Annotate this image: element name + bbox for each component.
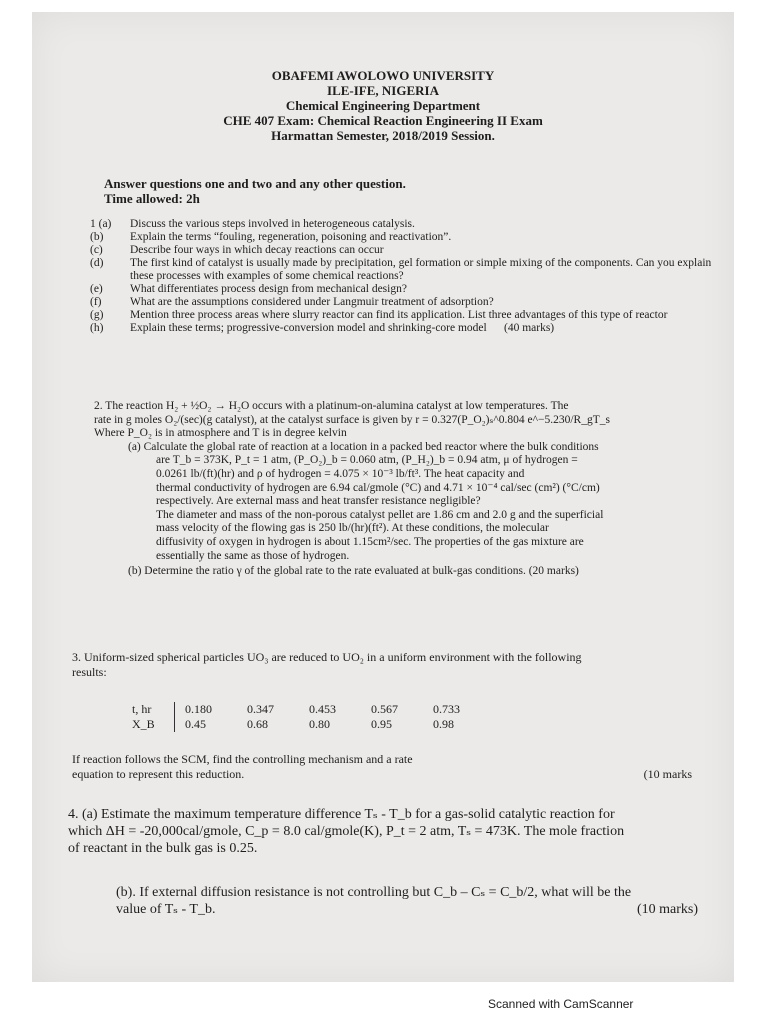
- q1-item: [90, 296, 720, 309]
- table-row: [132, 702, 495, 717]
- q2a-line: respectively. Are external mass and heat transfer resistance negligible?: [156, 495, 481, 508]
- q1-item-text: Explain the terms “fouling, regeneration, poisoning and reactivation”.: [130, 231, 452, 243]
- q3-data-table: [132, 702, 495, 732]
- table-cell: 0.347: [247, 702, 274, 716]
- q2a-line: thermal conductivity of hydrogen are 6.94 cal/gmole (°C) and 4.71 × 10⁻⁴ cal/sec (cm²) (°C/cm): [156, 481, 600, 494]
- q1-item-label: (d): [90, 257, 104, 269]
- q1-item-text: Discuss the various steps involved in heterogeneous catalysis.: [130, 218, 415, 230]
- q2a-line: are T_b = 373K, P_t = 1 atm, (P_O₂)_b = 0.060 atm, (P_H₂)_b = 0.94 atm, μ of hydrogen =: [156, 454, 578, 467]
- question-3-task: [72, 752, 692, 782]
- question-4b: [116, 884, 728, 918]
- table-cell: 0.45: [185, 717, 206, 731]
- q1-item: [90, 322, 720, 335]
- table-cell: 0.733: [433, 702, 460, 716]
- scanner-watermark: Scanned with CamScanner: [488, 997, 634, 1011]
- q1-item-text-h: Explain these terms; progressive-conversion model and shrinking-core model: [130, 322, 487, 334]
- question-4a: [68, 806, 728, 857]
- table-cell: 0.80: [309, 717, 330, 731]
- university-name: OBAFEMI AWOLOWO UNIVERSITY: [271, 68, 495, 83]
- q2-intro-line: rate in g moles O₂/(sec)(g catalyst), at the catalyst surface is given by r = 0.327(P_O₂)ₛ^0.804 e^−5.230/R_gT_s: [94, 413, 610, 426]
- q1-item-label: 1 (a): [90, 218, 112, 230]
- table-row-header: X_B: [132, 717, 155, 731]
- q1-item-label: (b): [90, 231, 104, 243]
- q3-marks: (10 marks: [643, 767, 692, 781]
- q1-item-label: (f): [90, 296, 102, 308]
- time-allowed: Time allowed: 2h: [104, 191, 200, 206]
- question-2: [94, 400, 724, 579]
- table-cell: 0.453: [309, 702, 336, 716]
- q1-item: [90, 218, 720, 231]
- q2a-line: (a) Calculate the global rate of reaction at a location in a packed bed reactor where the bulk conditions: [128, 440, 599, 453]
- q2a-line: The diameter and mass of the non-porous catalyst pellet are 1.86 cm and 2.0 g and the superficial: [156, 508, 604, 521]
- q2-intro-line: Where P_O₂ is in atmosphere and T is in degree kelvin: [94, 427, 347, 440]
- exam-session: Harmattan Semester, 2018/2019 Session.: [271, 128, 495, 143]
- q1-item-label: (c): [90, 244, 103, 256]
- q1-marks: (40 marks): [503, 322, 555, 334]
- exam-paper: [32, 12, 734, 982]
- question-3: [72, 650, 702, 680]
- q4b-line: (b). If external diffusion resistance is not controlling but C_b – Cₛ = C_b/2, what will be the: [116, 885, 632, 900]
- q2a-line: diffusivity of oxygen in hydrogen is about 1.15cm²/sec. The properties of the gas mixture are: [156, 535, 584, 548]
- q2a-line: 0.0261 lb/(ft)(hr) and ρ of hydrogen = 4.075 × 10⁻³ lb/ft³. The heat capacity and: [156, 467, 525, 480]
- q2a-line: mass velocity of the flowing gas is 250 lb/(hr)(ft²). At these conditions, the molecular: [156, 522, 549, 535]
- q2-intro-line: 2. The reaction H₂ + ½O₂ → H₂O occurs with a platinum-on-alumina catalyst at low temperatures. The: [94, 400, 569, 412]
- q1-item: [90, 283, 720, 296]
- table-cell: 0.567: [371, 702, 398, 716]
- instructions: [104, 176, 406, 206]
- table-divider: [174, 702, 185, 717]
- table-row: [132, 717, 495, 732]
- table-cell: 0.180: [185, 702, 212, 716]
- q3-task-line: equation to represent this reduction.: [72, 767, 245, 781]
- q1-item: [90, 257, 720, 283]
- q1-item-text: Describe four ways in which decay reactions can occur: [130, 244, 384, 256]
- table-divider: [174, 717, 185, 732]
- q1-item-text: Mention three process areas where slurry reactor can find its application. List three advantages of this type of reactor: [130, 309, 668, 321]
- q1-item-label: (e): [90, 283, 103, 295]
- q4-marks: (10 marks): [636, 902, 698, 917]
- q4b-line: value of Tₛ - T_b.: [116, 902, 216, 917]
- department-name: Chemical Engineering Department: [285, 98, 481, 113]
- answer-instruction: Answer questions one and two and any other question.: [104, 176, 406, 191]
- q3-task-row: [72, 767, 692, 782]
- q1-item-text: The first kind of catalyst is usually made by precipitation, gel formation or simple mixing of the components. Can you explain these processes with examples of some chemical reactions?: [130, 257, 712, 282]
- q1-item-text: What differentiates process design from mechanical design?: [130, 283, 407, 295]
- q1-item-text: [130, 322, 720, 335]
- exam-title: CHE 407 Exam: Chemical Reaction Engineering II Exam: [223, 113, 543, 128]
- q1-item: [90, 231, 720, 244]
- q4a-line: which ΔH = -20,000cal/gmole, C_p = 8.0 cal/gmole(K), P_t = 2 atm, Tₛ = 473K. The mole fraction: [68, 824, 625, 839]
- table-cell: 0.98: [433, 717, 454, 731]
- q3-task-line: If reaction follows the SCM, find the controlling mechanism and a rate: [72, 752, 413, 766]
- q1-item-label: (g): [90, 309, 104, 321]
- q1-item-label: (h): [90, 322, 104, 334]
- table-row-header: t, hr: [132, 702, 152, 716]
- university-city: ILE-IFE, NIGERIA: [327, 83, 439, 98]
- table-cell: 0.95: [371, 717, 392, 731]
- table-cell: 0.68: [247, 717, 268, 731]
- q4a-line: of reactant in the bulk gas is 0.25.: [68, 841, 258, 856]
- q3-intro-line: 3. Uniform-sized spherical particles UO₃ are reduced to UO₂ in a uniform environment with the following: [72, 650, 582, 664]
- exam-header: [32, 68, 734, 143]
- question-1: [90, 218, 720, 335]
- q3-intro-line: results:: [72, 665, 107, 679]
- q2a-line: essentially the same as those of hydrogen.: [156, 549, 350, 562]
- q2b-line: (b) Determine the ratio γ of the global rate to the rate evaluated at bulk-gas conditions. (20 marks): [128, 565, 579, 578]
- q4a-line: 4. (a) Estimate the maximum temperature difference Tₛ - T_b for a gas-solid catalytic reaction for: [68, 807, 615, 822]
- q4b-row: [116, 901, 728, 918]
- q1-item-text: What are the assumptions considered under Langmuir treatment of adsorption?: [130, 296, 494, 308]
- q1-item: [90, 309, 720, 322]
- q1-item: [90, 244, 720, 257]
